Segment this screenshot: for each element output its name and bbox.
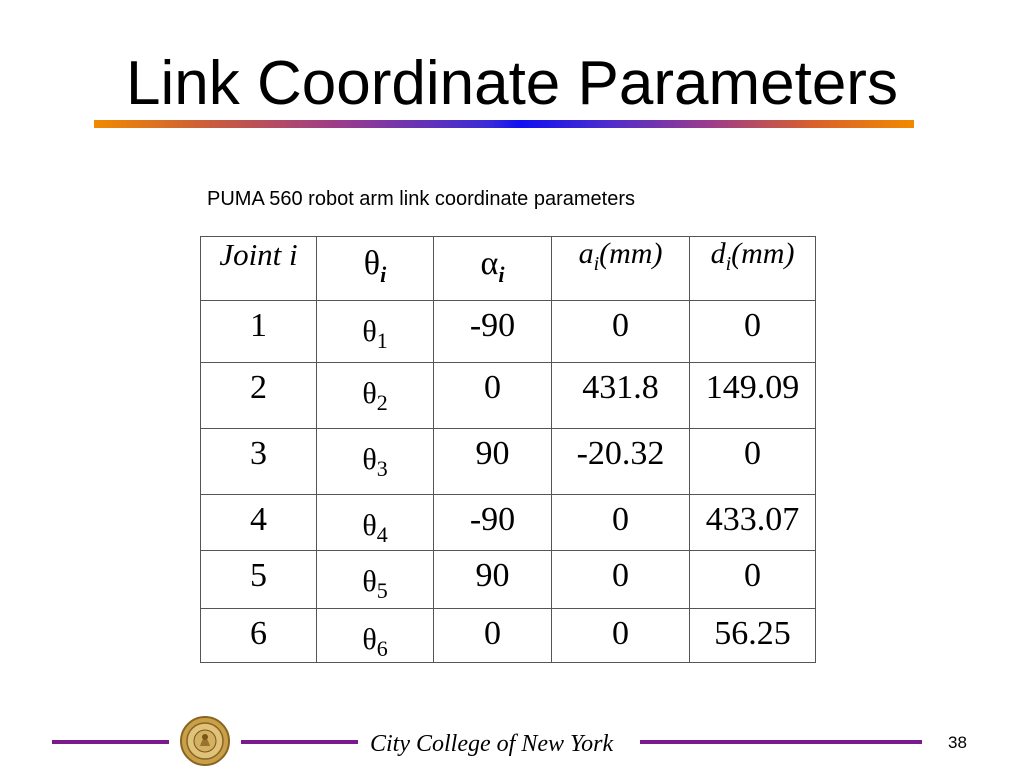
- cell-joint: 1: [201, 301, 317, 363]
- cell-d: 0: [690, 429, 816, 495]
- cell-alpha: 90: [434, 551, 552, 609]
- header-alpha: [434, 237, 552, 301]
- header-theta: [317, 237, 434, 301]
- footer-divider-middle: [241, 740, 358, 744]
- cell-d: 0: [690, 551, 816, 609]
- cell-alpha: -90: [434, 301, 552, 363]
- header-joint: Joint i: [201, 237, 317, 301]
- cell-theta: $\theta_4$: [317, 495, 434, 551]
- header-sub-i: i: [593, 253, 600, 275]
- page-number: 38: [948, 733, 967, 752]
- header-a-mm: [552, 237, 690, 301]
- mm-suffix: (mm): [599, 237, 663, 270]
- cell-d: 149.09: [690, 363, 816, 429]
- mm-suffix: (mm): [731, 237, 795, 270]
- footer-institution: City College of New York: [370, 731, 614, 757]
- cell-joint: 5: [201, 551, 317, 609]
- table-caption: PUMA 560 robot arm link coordinate parameters: [207, 188, 635, 210]
- cell-a: 0: [552, 495, 690, 551]
- cell-joint: 3: [201, 429, 317, 495]
- cell-alpha: -90: [434, 495, 552, 551]
- footer-divider-left: [52, 740, 169, 744]
- cell-alpha: 0: [434, 609, 552, 663]
- cell-a: 431.8: [552, 363, 690, 429]
- table-row: [201, 429, 816, 495]
- table-row: [201, 551, 816, 609]
- d-symbol: d: [710, 237, 726, 270]
- cell-alpha: 0: [434, 363, 552, 429]
- footer-divider-right: [640, 740, 922, 744]
- cell-joint: 6: [201, 609, 317, 663]
- cell-joint: 2: [201, 363, 317, 429]
- table-row: [201, 609, 816, 663]
- table-row: [201, 301, 816, 363]
- cell-a: 0: [552, 609, 690, 663]
- cell-theta: $\theta_6$: [317, 609, 434, 663]
- cell-joint: 4: [201, 495, 317, 551]
- cell-theta: $\theta_5$: [317, 551, 434, 609]
- cell-theta: $\theta_2$: [317, 363, 434, 429]
- title-underline: [94, 120, 914, 128]
- slide-title: Link Coordinate Parameters: [126, 49, 898, 118]
- link-parameters-table: [200, 236, 816, 663]
- theta-symbol: θ: [363, 245, 381, 282]
- header-sub-i: i: [498, 261, 505, 287]
- cell-a: -20.32: [552, 429, 690, 495]
- alpha-symbol: α: [480, 245, 499, 282]
- cell-a: 0: [552, 551, 690, 609]
- cell-theta: $\theta_1$: [317, 301, 434, 363]
- header-d-mm: [690, 237, 816, 301]
- college-seal-icon: [180, 716, 230, 766]
- cell-d: 433.07: [690, 495, 816, 551]
- cell-theta: $\theta_3$: [317, 429, 434, 495]
- table-header-row: [201, 237, 816, 301]
- cell-d: 56.25: [690, 609, 816, 663]
- header-sub-i: i: [380, 261, 387, 287]
- cell-a: 0: [552, 301, 690, 363]
- table-row: [201, 495, 816, 551]
- a-symbol: a: [578, 237, 594, 270]
- table-row: [201, 363, 816, 429]
- header-sub-i: i: [725, 253, 732, 275]
- cell-alpha: 90: [434, 429, 552, 495]
- cell-d: 0: [690, 301, 816, 363]
